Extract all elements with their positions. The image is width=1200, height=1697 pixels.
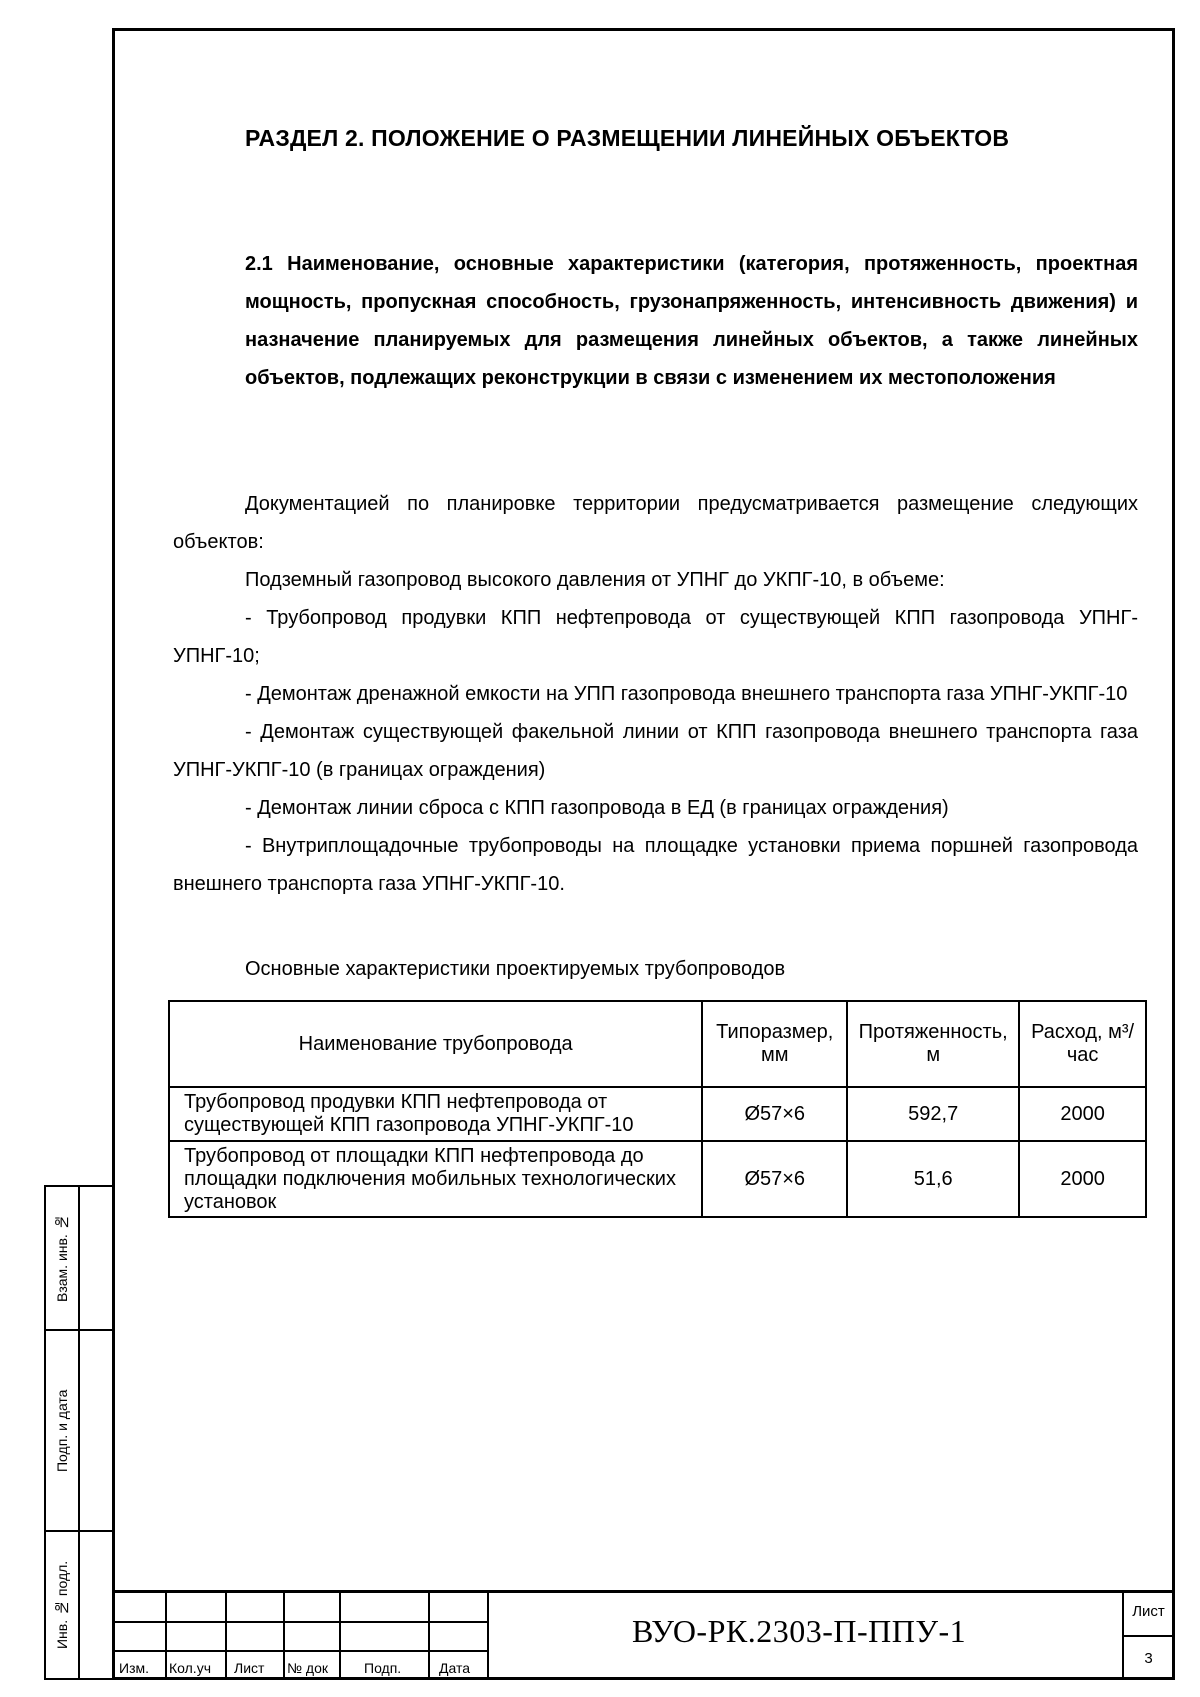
paragraph: - Демонтаж линии сброса с КПП газопровода в ЕД (в границах ограждения) xyxy=(245,797,949,819)
col-label-doc: № док xyxy=(287,1660,328,1676)
paragraph: - Трубопровод продувки КПП нефтепровода от существующей КПП газопровода УПНГ-УПНГ-10; xyxy=(173,607,1138,667)
paragraph: - Демонтаж дренажной емкости на УПП газопровода внешнего транспорта газа УПНГ-УКПГ-10 xyxy=(245,683,1128,705)
side-stamp-replacement xyxy=(44,1185,112,1331)
document-code: ВУО-РК.2303-П-ППУ-1 xyxy=(632,1613,967,1649)
cell-size: Ø57×6 xyxy=(702,1087,847,1141)
side-label-original: Инв. № подл. xyxy=(54,1560,70,1650)
title-block xyxy=(112,1590,1175,1680)
cell-flow: 2000 xyxy=(1019,1087,1146,1141)
sheet-number: 3 xyxy=(1144,1650,1153,1667)
cell-length: 51,6 xyxy=(847,1141,1019,1217)
table-row xyxy=(169,1141,1146,1217)
header-length: Протяженность, м xyxy=(847,1001,1019,1087)
side-label-signature: Подп. и дата xyxy=(54,1389,70,1472)
col-label-change: Изм. xyxy=(119,1660,149,1676)
section-heading: РАЗДЕЛ 2. ПОЛОЖЕНИЕ О РАЗМЕЩЕНИИ ЛИНЕЙНЫХ ОБЪЕКТОВ xyxy=(245,125,1010,151)
header-size: Типоразмер, мм xyxy=(702,1001,847,1087)
paragraph: Документацией по планировке территории предусматривается размещение следующих объектов: xyxy=(173,493,1138,553)
col-label-count: Кол.уч xyxy=(169,1660,211,1676)
side-stamp-original xyxy=(44,1530,112,1680)
header-name: Наименование трубопровода xyxy=(169,1001,702,1087)
table-caption: Основные характеристики проектируемых трубопроводов xyxy=(245,958,786,980)
paragraph: - Внутриплощадочные трубопроводы на площадке установки приема поршней газопровода внешнего транспорта газа УПНГ-УКПГ-10. xyxy=(173,835,1138,895)
paragraph: - Демонтаж существующей факельной линии от КПП газопровода внешнего транспорта газа УПНГ-УКПГ-10 (в границах ограждения) xyxy=(173,721,1138,781)
cell-flow: 2000 xyxy=(1019,1141,1146,1217)
body-text xyxy=(173,485,1138,903)
header-flow: Расход, м³/час xyxy=(1019,1001,1146,1087)
cell-length: 592,7 xyxy=(847,1087,1019,1141)
cell-name: Трубопровод от площадки КПП нефтепровода до площадки подключения мобильных технологических установок xyxy=(169,1141,702,1217)
side-label-replacement: Взам. инв. № xyxy=(54,1214,70,1302)
pipelines-table xyxy=(168,1000,1147,1218)
cell-name: Трубопровод продувки КПП нефтепровода от существующей КПП газопровода УПНГ-УКПГ-10 xyxy=(169,1087,702,1141)
col-label-date: Дата xyxy=(439,1660,471,1676)
col-label-sheet: Лист xyxy=(234,1660,265,1676)
subsection-heading: 2.1 Наименование, основные характеристики (категория, протяженность, проектная мощность, пропускная способность, грузонапряженность, интенсивность движения) и назначение планируемых для размещения линейных объектов, а также линейных объектов, подлежащих реконструкции в связи с изменением их местоположения xyxy=(245,253,1138,389)
cell-size: Ø57×6 xyxy=(702,1141,847,1217)
paragraph: Подземный газопровод высокого давления от УПНГ до УКПГ-10, в объеме: xyxy=(245,569,945,591)
side-stamp-signature xyxy=(44,1329,112,1532)
col-label-sign: Подп. xyxy=(364,1660,402,1676)
table-row xyxy=(169,1087,1146,1141)
sheet-label: Лист xyxy=(1132,1603,1165,1620)
table-header-row xyxy=(169,1001,1146,1087)
